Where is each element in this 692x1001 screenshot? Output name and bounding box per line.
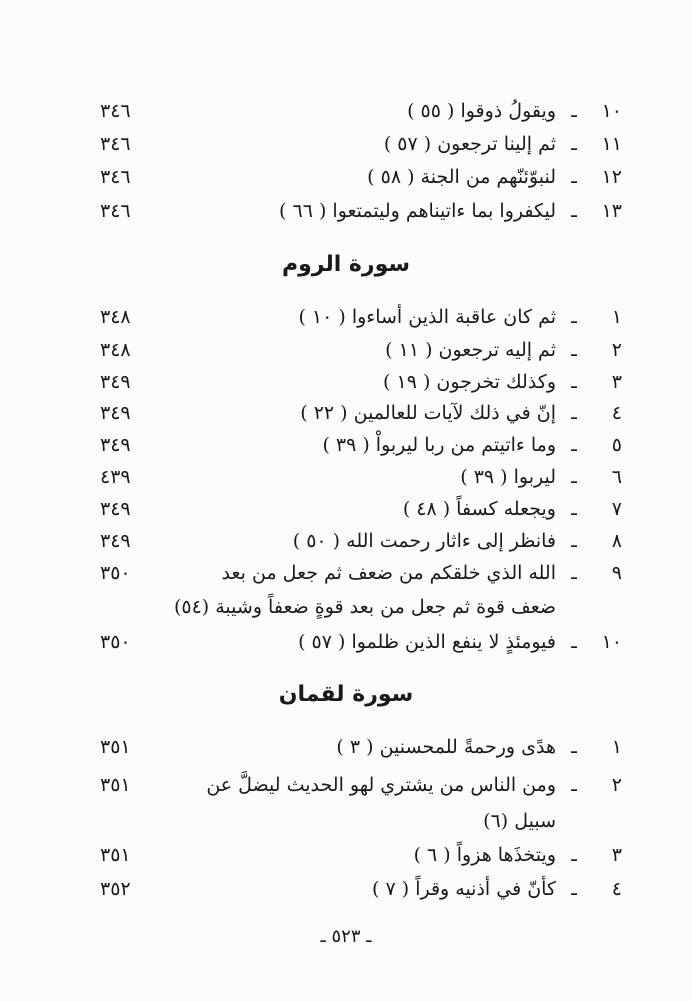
entry-number: ٨ (611, 530, 622, 552)
entry-text: فيومئذٍ لا ينفع الذين ظلموا ( ٥٧ ) (298, 631, 556, 653)
entry-dash: ـ (571, 878, 577, 900)
entry-page: ٣٤٩ (100, 530, 131, 552)
page-number: ـ ٥٢٣ ـ (320, 926, 372, 947)
entry-page: ٣٤٩ (100, 402, 131, 424)
entry-dash: ـ (571, 498, 577, 520)
entry-number: ٤ (611, 878, 622, 900)
entry-page: ٣٥٢ (100, 878, 131, 900)
index-row (100, 335, 622, 365)
entry-text: ويقولُ ذوقوا ( ٥٥ ) (407, 100, 556, 122)
entry-text: ليكفروا بما ءاتيناهم وليتمتعوا ( ٦٦ ) (279, 200, 556, 222)
entry-text: وما ءاتيتم من ربا ليربواْ ( ٣٩ ) (322, 434, 556, 456)
entry-dash: ـ (571, 200, 577, 222)
surah-heading: سورة الروم (281, 252, 411, 277)
entry-number: ٢ (611, 774, 622, 796)
index-row (100, 770, 622, 800)
entry-dash: ـ (571, 631, 577, 653)
index-row (100, 627, 622, 657)
entry-page: ٣٥١ (100, 844, 131, 866)
entry-text: وكذلك تخرجون ( ١٩ ) (383, 371, 556, 393)
surah-heading: سورة لقمان (278, 682, 414, 707)
entry-dash: ـ (571, 339, 577, 361)
entry-number: ١٠ (601, 100, 622, 122)
entry-page: ٣٤٩ (100, 434, 131, 456)
entry-dash: ـ (571, 371, 577, 393)
index-row (100, 367, 622, 397)
entry-number: ٩ (611, 562, 622, 584)
entry-dash: ـ (571, 133, 577, 155)
index-row (100, 558, 622, 588)
entry-number: ٤ (611, 402, 622, 424)
entry-continuation: سبيل (٦) (483, 810, 556, 832)
entry-number: ٢ (611, 339, 622, 361)
entry-number: ٦ (611, 466, 622, 488)
index-row (100, 196, 622, 226)
entry-page: ٣٤٦ (100, 100, 131, 122)
entry-text: ويجعله كسفاً ( ٤٨ ) (402, 498, 556, 520)
index-row (100, 732, 622, 762)
entry-text: كأنّ في أذنيه وقراً ( ٧ ) (372, 878, 556, 900)
entry-page: ٣٤٦ (100, 200, 131, 222)
entry-text: ويتخذَها هزواً ( ٦ ) (413, 844, 556, 866)
entry-number: ٧ (611, 498, 622, 520)
entry-page: ٣٤٩ (100, 371, 131, 393)
entry-text: لنبوّئنّهم من الجنة ( ٥٨ ) (367, 166, 556, 188)
entry-number: ١١ (601, 133, 622, 155)
entry-dash: ـ (571, 774, 577, 796)
index-row (100, 462, 622, 492)
entry-text: ثم إلينا ترجعون ( ٥٧ ) (383, 133, 556, 155)
entry-number: ١٣ (601, 200, 622, 222)
entry-page: ٣٤٦ (100, 133, 131, 155)
entry-text: ومن الناس من يشتري لهو الحديث ليضلَّ عن (206, 774, 556, 796)
entry-text: ثم إليه ترجعون ( ١١ ) (385, 339, 556, 361)
entry-text: هدًى ورحمةً للمحسنين ( ٣ ) (336, 736, 556, 758)
entry-page: ٣٤٨ (100, 306, 131, 328)
entry-dash: ـ (571, 402, 577, 424)
index-row (100, 840, 622, 870)
entry-number: ٣ (611, 371, 622, 393)
entry-dash: ـ (571, 530, 577, 552)
entry-text: فانظر إلى ءاثار رحمت الله ( ٥٠ ) (292, 530, 556, 552)
entry-page: ٣٤٨ (100, 339, 131, 361)
entry-text: ليربوا ( ٣٩ ) (460, 466, 556, 488)
entry-number: ٣ (611, 844, 622, 866)
index-row (100, 526, 622, 556)
entry-dash: ـ (571, 166, 577, 188)
entry-dash: ـ (571, 434, 577, 456)
index-row (100, 874, 622, 904)
entry-page: ٣٥١ (100, 774, 131, 796)
entry-dash: ـ (571, 844, 577, 866)
index-row (100, 494, 622, 524)
entry-page: ٣٥٠ (100, 631, 131, 653)
entry-text: الله الذي خلقكم من ضعف ثم جعل من بعد (221, 562, 556, 584)
index-row (100, 96, 622, 126)
index-row (100, 162, 622, 192)
entry-page: ٣٤٦ (100, 166, 131, 188)
index-row (100, 398, 622, 428)
entry-dash: ـ (571, 306, 577, 328)
entry-page: ٣٥١ (100, 736, 131, 758)
entry-number: ٥ (611, 434, 622, 456)
entry-number: ١٠ (601, 631, 622, 653)
index-row (100, 302, 622, 332)
entry-number: ١٢ (601, 166, 622, 188)
entry-number: ١ (611, 306, 622, 328)
entry-page: ٣٤٩ (100, 498, 131, 520)
index-row (100, 129, 622, 159)
entry-page: ٣٥٠ (100, 562, 131, 584)
entry-dash: ـ (571, 562, 577, 584)
entry-text: إنّ في ذلك لآيات للعالمين ( ٢٢ ) (300, 402, 556, 424)
entry-dash: ـ (571, 100, 577, 122)
entry-dash: ـ (571, 466, 577, 488)
entry-dash: ـ (571, 736, 577, 758)
entry-page: ٤٣٩ (100, 466, 131, 488)
entry-text: ثم كان عاقبة الذين أساءوا ( ١٠ ) (298, 306, 556, 328)
entry-number: ١ (611, 736, 622, 758)
index-row (100, 430, 622, 460)
entry-continuation: ضعف قوة ثم جعل من بعد قوةٍ ضعفاً وشيبة (٥٤) (173, 596, 556, 618)
